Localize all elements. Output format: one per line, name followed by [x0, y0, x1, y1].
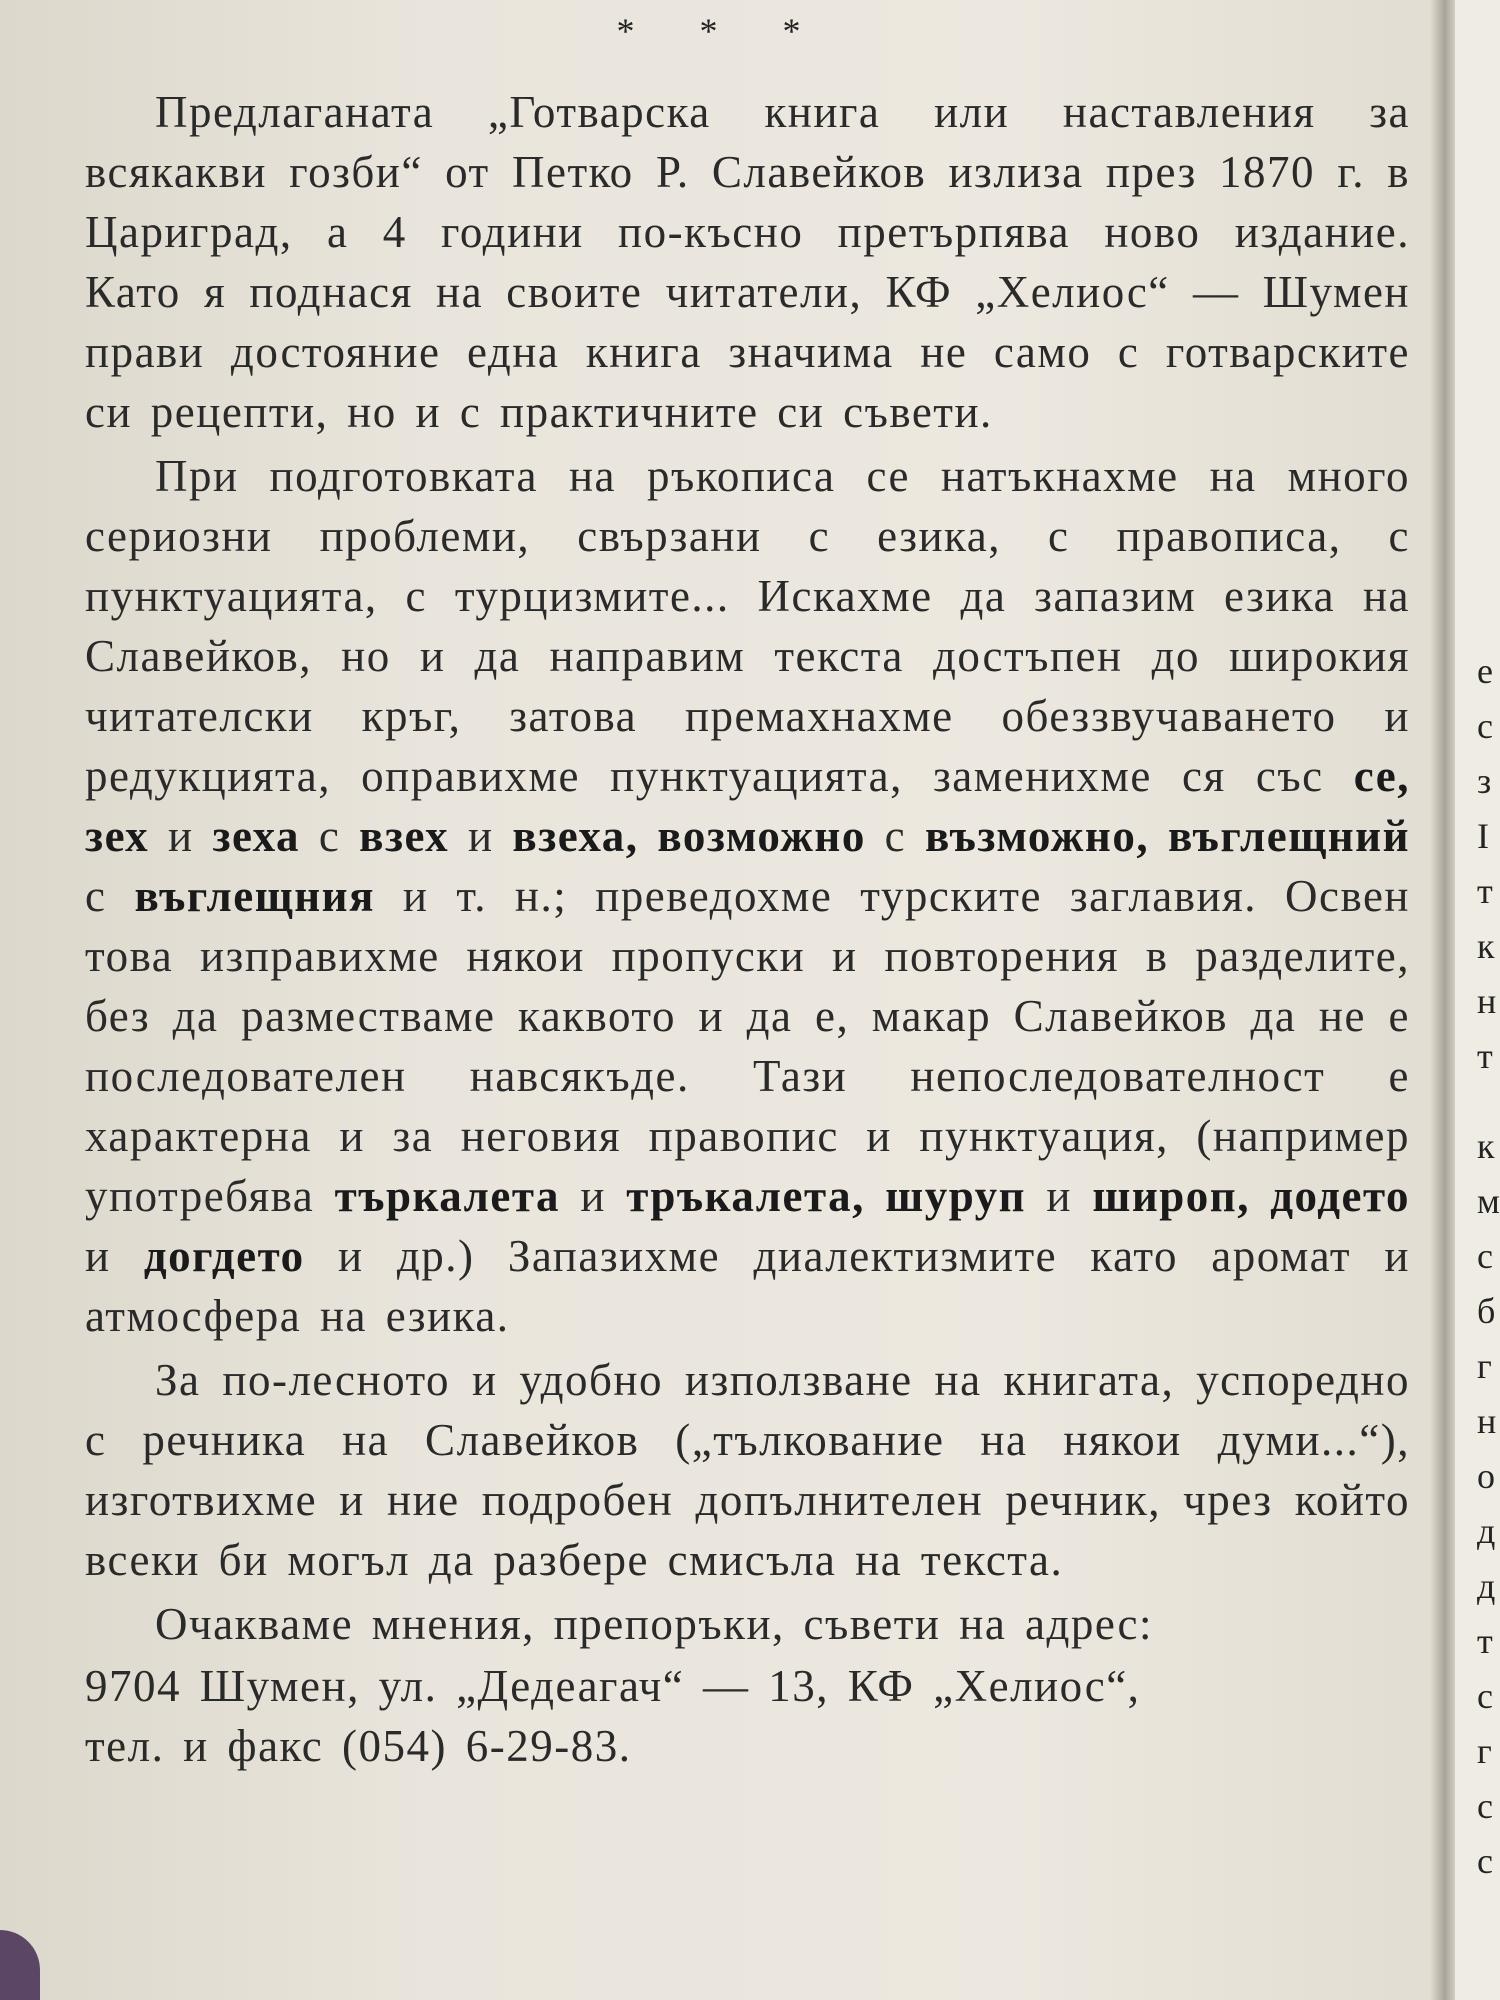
- facing-page-letter: с: [1477, 706, 1493, 746]
- facing-page-letter: е: [1477, 651, 1493, 691]
- publisher-address: [85, 1656, 1410, 1776]
- paragraph-dictionary: За по-лесното и удобно използване на книгата, успоредно с речника на Славейков („тълкование на някои думи...“), изготвихме и ние подробен допълнителен речник, чрез който всеки би могъл да разбере смисъла на текста.: [85, 1355, 1410, 1585]
- text-run: и: [149, 811, 213, 861]
- bold-term: тръкалета, шуруп: [626, 1171, 1027, 1221]
- text-run: с: [300, 811, 360, 861]
- facing-page-letter: б: [1477, 1291, 1496, 1331]
- text-run: с: [865, 811, 925, 861]
- bold-term: въглещния: [134, 871, 375, 921]
- text-run: и др.) Запазихме диалектизмите като аромат и атмосфера на езика.: [85, 1231, 1410, 1341]
- bold-term: възможно, въглещний: [925, 811, 1411, 861]
- facing-page-letter: д: [1477, 1566, 1496, 1606]
- text-run: и: [1026, 1171, 1093, 1221]
- facing-page-letter: н: [1477, 1401, 1497, 1441]
- text-run: с: [85, 871, 135, 921]
- facing-page-letter: з: [1477, 761, 1492, 801]
- bold-term: се, зех: [85, 751, 1410, 861]
- facing-page-letter: с: [1477, 1841, 1493, 1881]
- text-run: и: [85, 1231, 144, 1281]
- facing-page-letter: д: [1477, 1511, 1496, 1551]
- text-run: и т. н.; преведохме турските заглавия. Освен това изправихме някои пропуски и повторения в разделите, без да разместваме каквото и да е, макар Славейков да не е последователен навсякъде. Тази непоследователност е характерна и за неговия правопис и пунктуация, (например употребява: [85, 871, 1410, 1221]
- bold-term: догдето: [143, 1231, 305, 1281]
- facing-page-letter: м: [1477, 1181, 1500, 1221]
- phone-fax-line: тел. и факс (054) 6-29-83.: [85, 1721, 632, 1771]
- paragraph-preparation: [85, 446, 1410, 1346]
- bold-term: взех: [359, 811, 450, 861]
- text-run: и: [560, 1171, 627, 1221]
- preface-text: [85, 82, 1410, 1776]
- paragraph-intro: Предлаганата „Готварска книга или наставления за всякакви гозби“ от Петко Р. Славейков излиза през 1870 г. в Цариград, а 4 години по-късно претърпява ново издание. Като я поднася на своите читатели, КФ „Хелиос“ — Шумен прави достояние една книга значима не само с готварските си рецепти, но и с практичните си съвети.: [85, 87, 1410, 437]
- facing-page-letter: т: [1477, 1036, 1493, 1076]
- facing-page-letter: с: [1477, 1236, 1493, 1276]
- facing-page-letter: к: [1477, 1126, 1495, 1166]
- section-stars: * * *: [616, 11, 829, 51]
- facing-page-letter: к: [1477, 926, 1495, 966]
- text-run: При подготовката на ръкописа се натъкнахме на много сериозни проблеми, свързани с езика, с правописа, с пунктуацията, с турцизмите... Искахме да запазим езика на Славейков, но и да направим текста достъпен до широкия читателски кръг, затова премахнахме обеззвучаването и редукцията, оправихме пунктуацията, заменихме ся със: [85, 451, 1410, 801]
- bold-term: широп, додето: [1092, 1171, 1410, 1221]
- facing-page-letter: г: [1477, 1731, 1492, 1771]
- address-line: 9704 Шумен, ул. „Дедеагач“ — 13, КФ „Хелиос“,: [85, 1661, 1141, 1711]
- facing-page-letter: т: [1477, 871, 1493, 911]
- facing-page-letter: с: [1477, 1676, 1493, 1716]
- facing-page-letter: I: [1477, 816, 1489, 856]
- facing-page-letter: о: [1477, 1456, 1495, 1496]
- bold-term: взеха, возможно: [512, 811, 866, 861]
- text-run: и: [449, 811, 513, 861]
- facing-page-edge: [1455, 0, 1500, 2000]
- facing-page-letter: н: [1477, 981, 1497, 1021]
- facing-page-letter: г: [1477, 1346, 1492, 1386]
- facing-page-letter: т: [1477, 1621, 1493, 1661]
- bold-term: зеха: [212, 811, 300, 861]
- facing-page-letter: с: [1477, 1786, 1493, 1826]
- bold-term: търкалета: [334, 1171, 560, 1221]
- paragraph-contact: Очакваме мнения, препоръки, съвети на адрес:: [155, 1599, 1153, 1649]
